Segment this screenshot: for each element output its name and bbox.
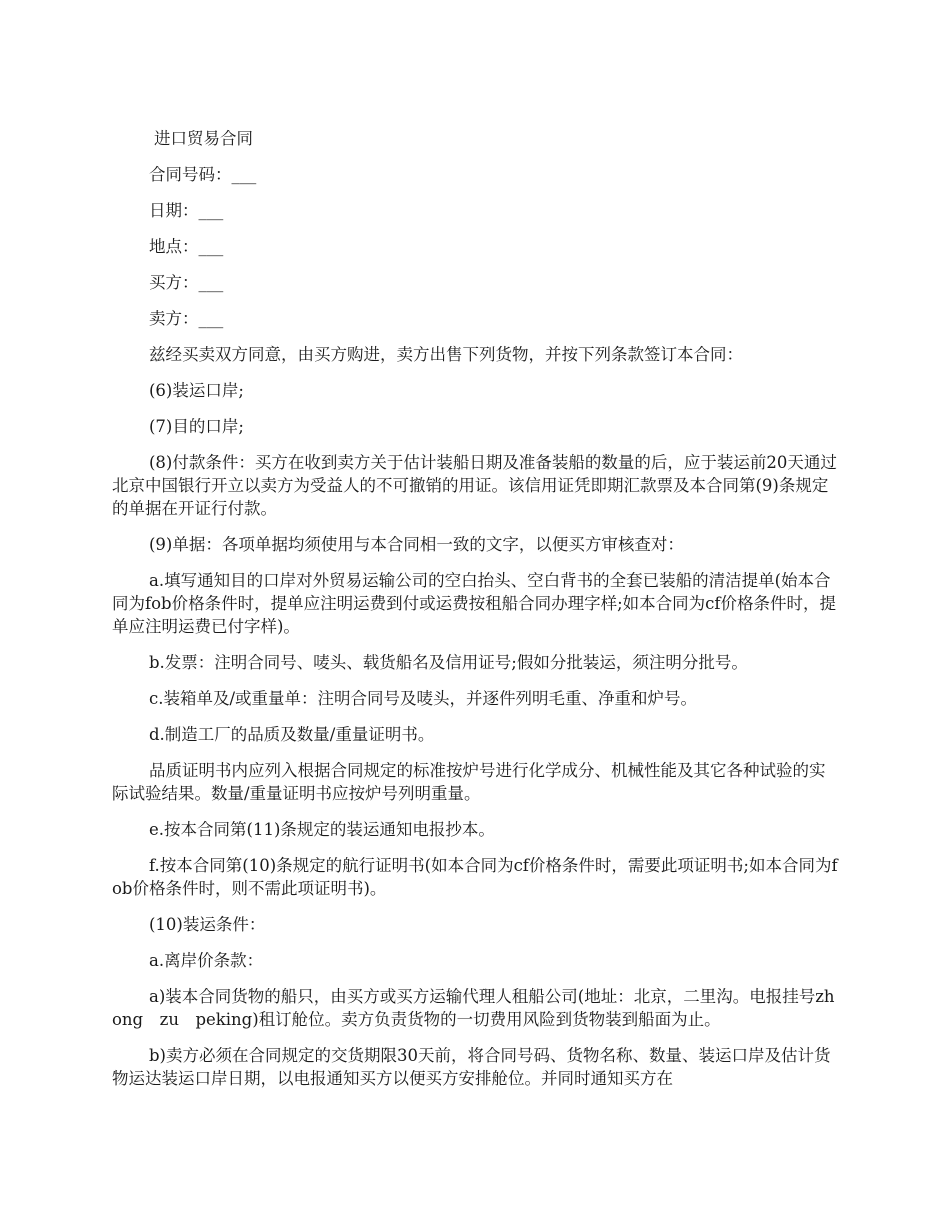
field-contract-number: 合同号码：___ [149, 165, 257, 184]
document-title: 进口贸易合同 [154, 129, 253, 148]
paragraph-clause-10: (10)装运条件： [149, 915, 266, 934]
paragraph-fob-terms: a.离岸价条款： [149, 951, 264, 970]
paragraph-clause-8: (8)付款条件：买方在收到卖方关于估计装船日期及准备装船的数量的后，应于装运前20天通过北京中国银行开立以卖方为受益人的不可撤销的用证。该信用证凭即期汇款票及本合同第(9)条规定的单据在开证行付款。 [112, 453, 837, 518]
field-date: 日期：___ [149, 201, 224, 220]
paragraph-fob-a: a)装本合同货物的船只，由买方或买方运输代理人租船公司(地址：北京，二里沟。电报挂号zhong zu peking)租订舱位。卖方负责货物的一切费用风险到货物装到船面为止。 [112, 987, 835, 1029]
paragraph-item-f: f.按本合同第(10)条规定的航行证明书(如本合同为cf价格条件时，需要此项证明书;如本合同为fob价格条件时，则不需此项证明书)。 [112, 856, 838, 898]
paragraph-item-e: e.按本合同第(11)条规定的装运通知电报抄本。 [149, 820, 495, 839]
field-seller: 卖方：___ [149, 309, 224, 328]
paragraph-fob-b: b)卖方必须在合同规定的交货期限30天前，将合同号码、货物名称、数量、装运口岸及估计货物运达装运口岸日期，以电报通知买方以便买方安排舱位。并同时通知买方在 [112, 1046, 831, 1088]
paragraph-item-d: d.制造工厂的品质及数量/重量证明书。 [149, 725, 435, 744]
paragraph-clause-9: (9)单据：各项单据均须使用与本合同相一致的文字，以便买方审核查对： [149, 535, 684, 554]
paragraph-clause-7: (7)目的口岸; [149, 417, 244, 436]
field-place: 地点：___ [149, 237, 224, 256]
paragraph-item-c: c.装箱单及/或重量单：注明合同号及唛头，并逐件列明毛重、净重和炉号。 [149, 689, 698, 708]
paragraph-clause-6: (6)装运口岸; [149, 381, 244, 400]
paragraph-item-b: b.发票：注明合同号、唛头、载货船名及信用证号;假如分批装运，须注明分批号。 [149, 653, 748, 672]
paragraph-preamble: 兹经买卖双方同意，由买方购进，卖方出售下列货物，并按下列条款签订本合同： [149, 345, 743, 364]
document-body [112, 124, 840, 1103]
paragraph-quality-cert: 品质证明书内应列入根据合同规定的标准按炉号进行化学成分、机械性能及其它各种试验的实际试验结果。数量/重量证明书应按炉号列明重量。 [112, 761, 826, 803]
field-buyer: 买方：___ [149, 273, 224, 292]
paragraph-item-a: a.填写通知目的口岸对外贸易运输公司的空白抬头、空白背书的全套已装船的清洁提单(始本合同为fob价格条件时，提单应注明运费到付或运费按租船合同办理字样;如本合同为cf价格条件时，提单应注明运费已付字样)。 [112, 571, 837, 636]
